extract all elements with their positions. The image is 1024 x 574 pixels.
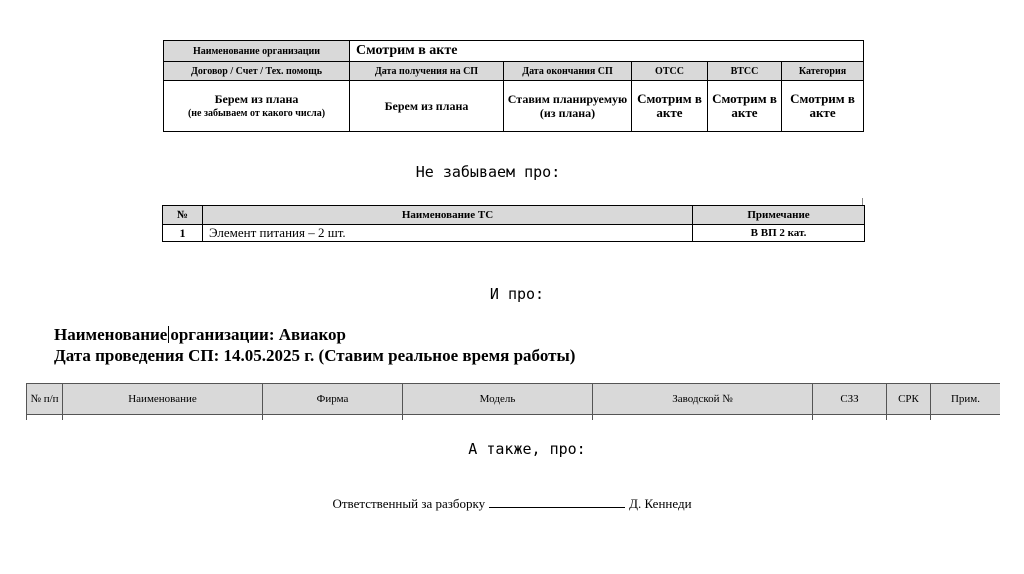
header-end-date: Дата окончания СП xyxy=(504,62,632,81)
header-srk: СРК xyxy=(887,384,931,415)
cell-vtss: Смотрим в акте xyxy=(708,81,782,132)
row-name: Элемент питания – 2 шт. xyxy=(203,225,693,242)
cell-contract-main: Берем из плана xyxy=(214,92,299,106)
table-cell xyxy=(63,415,263,421)
table-cell xyxy=(403,415,593,421)
cell-otss: Смотрим в акте xyxy=(632,81,708,132)
header-name: Наименование xyxy=(63,384,263,415)
org-name-line xyxy=(54,324,575,345)
header-contract: Договор / Счет / Тех. помощь xyxy=(164,62,350,81)
signature-line xyxy=(0,496,1024,512)
heading-dont-forget: Не забываем про: xyxy=(415,163,561,181)
heading-and-about: И про: xyxy=(489,285,545,303)
org-line-prefix: Наименование xyxy=(54,325,168,344)
signature-label: Ответственный за разборку xyxy=(332,496,486,511)
row-note: В ВП 2 кат. xyxy=(693,225,865,242)
header-pp: № п/п xyxy=(27,384,63,415)
heading-also-about: А также, про: xyxy=(468,440,586,458)
cell-receive-date: Берем из плана xyxy=(350,81,504,132)
cell-contract-note: (не забываем от какого числа) xyxy=(187,108,326,119)
org-label-cell: Наименование организации xyxy=(164,41,350,62)
header-note: Примечание xyxy=(693,206,865,225)
header-num: № xyxy=(163,206,203,225)
items-table xyxy=(162,205,865,242)
equipment-table-wrapper xyxy=(26,383,1000,420)
header-category: Категория xyxy=(782,62,864,81)
header-ts-name: Наименование ТС xyxy=(203,206,693,225)
table-cell xyxy=(593,415,813,421)
date-line: Дата проведения СП: 14.05.2025 г. (Ставим реальное время работы) xyxy=(54,346,576,365)
table-cell xyxy=(263,415,403,421)
header-firm: Фирма xyxy=(263,384,403,415)
row-num: 1 xyxy=(163,225,203,242)
table-cell xyxy=(813,415,887,421)
org-value-cell: Смотрим в акте xyxy=(350,41,864,62)
info-table xyxy=(163,40,864,132)
header-szz: СЗЗ xyxy=(813,384,887,415)
org-info xyxy=(54,324,575,366)
header-model: Модель xyxy=(403,384,593,415)
table-cell xyxy=(887,415,931,421)
cell-category: Смотрим в акте xyxy=(782,81,864,132)
table-cell xyxy=(931,415,1001,421)
cell-end-date: Ставим планируемую (из плана) xyxy=(504,81,632,132)
equipment-table xyxy=(26,383,1000,420)
header-remark: Прим. xyxy=(931,384,1001,415)
header-serial: Заводской № xyxy=(593,384,813,415)
signature-name: Д. Кеннеди xyxy=(629,496,692,511)
cell-contract xyxy=(164,81,350,132)
header-vtss: ВТСС xyxy=(708,62,782,81)
org-line-suffix: организации: Авиакор xyxy=(170,325,347,344)
header-otss: ОТСС xyxy=(632,62,708,81)
table-cell xyxy=(27,415,63,421)
header-receive-date: Дата получения на СП xyxy=(350,62,504,81)
signature-blank xyxy=(489,496,625,508)
